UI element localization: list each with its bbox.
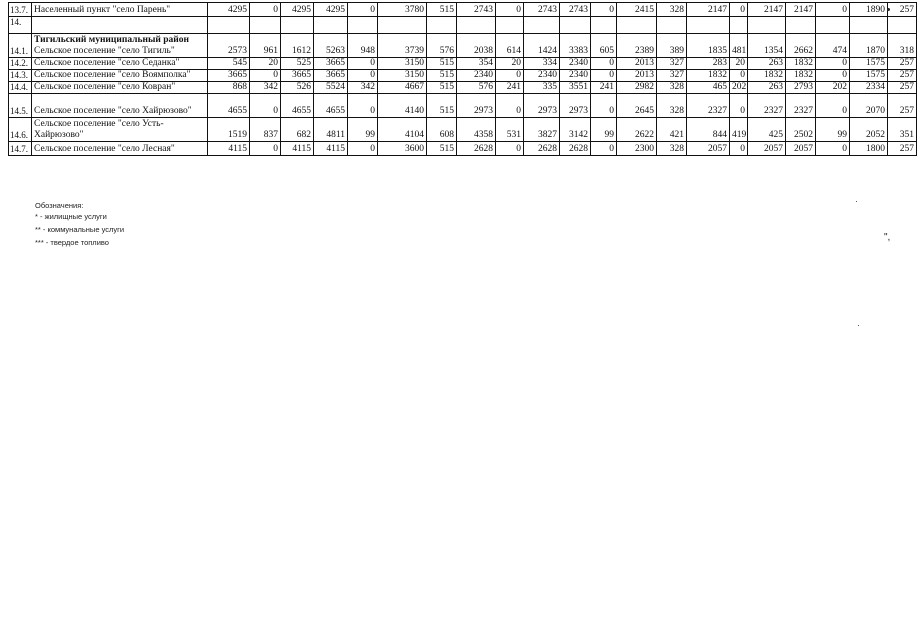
table-cell: [657, 17, 687, 34]
table-cell: 2300: [617, 142, 657, 156]
table-cell: 605: [591, 34, 617, 58]
section-heading: Тигильский муниципальный район: [34, 35, 189, 45]
table-row: [9, 82, 917, 94]
table-cell: 327: [657, 58, 687, 70]
table-cell: 2057: [687, 142, 730, 156]
table-cell: 481: [730, 34, 748, 58]
table-cell: 0: [250, 3, 281, 17]
table-cell: 576: [457, 82, 496, 94]
table-cell: 2628: [457, 142, 496, 156]
table-cell: [281, 17, 314, 34]
table-cell: 0: [348, 94, 378, 118]
table-cell: 2743: [560, 3, 591, 17]
table-cell: 283: [687, 58, 730, 70]
table-cell: 3739: [378, 34, 427, 58]
table-cell: 608: [427, 118, 457, 142]
row-name: [32, 94, 208, 118]
table-cell: 1870: [850, 34, 888, 58]
table-cell: 263: [748, 82, 786, 94]
table-cell: 1832: [786, 58, 816, 70]
row-name: [32, 118, 208, 142]
row-name-text: Населенный пункт "село Парень": [34, 5, 171, 15]
table-cell: 1575: [850, 70, 888, 82]
table-cell: 0: [250, 70, 281, 82]
table-cell: 2013: [617, 58, 657, 70]
table-cell: 0: [730, 70, 748, 82]
table-cell: 342: [348, 82, 378, 94]
table-cell: 3142: [560, 118, 591, 142]
table-row: [9, 94, 917, 118]
table-cell: 2645: [617, 94, 657, 118]
table-cell: 0: [591, 94, 617, 118]
table-cell: 3150: [378, 58, 427, 70]
table-cell: 425: [748, 118, 786, 142]
table-cell: 0: [348, 70, 378, 82]
table-cell: 4295: [281, 3, 314, 17]
table-cell: 419: [730, 118, 748, 142]
table-cell: 682: [281, 118, 314, 142]
table-cell: 4655: [314, 94, 348, 118]
table-cell: 465: [687, 82, 730, 94]
table-cell: 2038: [457, 34, 496, 58]
table-cell: 389: [657, 34, 687, 58]
table-cell: 5263: [314, 34, 348, 58]
table-cell: 3551: [560, 82, 591, 94]
table-cell: 3780: [378, 3, 427, 17]
table-cell: 3665: [314, 58, 348, 70]
table-cell: 0: [816, 3, 850, 17]
table-cell: 3665: [314, 70, 348, 82]
table-cell: 2057: [748, 142, 786, 156]
table-cell: 1519: [208, 118, 250, 142]
table-cell: 334: [524, 58, 560, 70]
table-cell: 1832: [786, 70, 816, 82]
table-cell: 2147: [748, 3, 786, 17]
table-cell: 837: [250, 118, 281, 142]
legend-title: Обозначения:: [35, 201, 84, 210]
table-cell: 961: [250, 34, 281, 58]
legend-line-solid-fuel: *** - твердое топливо: [35, 238, 109, 247]
table-cell: [250, 17, 281, 34]
table-cell: 2622: [617, 118, 657, 142]
row-number: 14.1.: [9, 34, 32, 58]
table-cell: [617, 17, 657, 34]
row-name: [32, 34, 208, 58]
row-name-text: Сельское поселение "село Усть-Хайрюзово": [34, 119, 164, 140]
table-cell: 868: [208, 82, 250, 94]
table-cell: [496, 17, 524, 34]
table-row: [9, 118, 917, 142]
table-cell: 4115: [208, 142, 250, 156]
row-number: 14.: [9, 17, 32, 34]
table-cell: 20: [496, 58, 524, 70]
row-name: [32, 3, 208, 17]
table-cell: 4667: [378, 82, 427, 94]
table-cell: 2389: [617, 34, 657, 58]
scan-speck: [856, 201, 857, 202]
table-cell: 0: [816, 94, 850, 118]
stray-mark: ",: [884, 232, 891, 243]
table-cell: 948: [348, 34, 378, 58]
table-cell: 0: [348, 3, 378, 17]
legend-line-housing: * - жилищные услуги: [35, 212, 107, 221]
table-cell: [687, 17, 730, 34]
table-cell: 515: [427, 70, 457, 82]
table-cell: 2327: [786, 94, 816, 118]
table-cell: 0: [348, 58, 378, 70]
table-cell: 421: [657, 118, 687, 142]
table-cell: 0: [496, 94, 524, 118]
table-cell: 614: [496, 34, 524, 58]
table-cell: 3665: [281, 70, 314, 82]
table-cell: 0: [816, 58, 850, 70]
table-cell: 2057: [786, 142, 816, 156]
table-cell: 257: [888, 3, 917, 17]
table-cell: 0: [496, 142, 524, 156]
table-cell: 2662: [786, 34, 816, 58]
table-cell: 2973: [457, 94, 496, 118]
table-cell: 515: [427, 94, 457, 118]
table-cell: 2573: [208, 34, 250, 58]
table-cell: 257: [888, 70, 917, 82]
table-cell: 2340: [560, 70, 591, 82]
table-cell: [560, 17, 591, 34]
table-cell: 257: [888, 142, 917, 156]
row-name: [32, 70, 208, 82]
table-cell: 2415: [617, 3, 657, 17]
table-cell: 2147: [687, 3, 730, 17]
table-cell: 328: [657, 94, 687, 118]
row-number: 14.4.: [9, 82, 32, 94]
row-name-text: Сельское поселение "село Седанка": [34, 58, 180, 68]
table-cell: [524, 17, 560, 34]
table-cell: 1575: [850, 58, 888, 70]
row-name-text: Сельское поселение "село Воямполка": [34, 70, 191, 80]
table-cell: 2340: [524, 70, 560, 82]
table-cell: 2334: [850, 82, 888, 94]
data-table-container: [8, 2, 914, 156]
table-cell: 1832: [687, 70, 730, 82]
table-cell: 2052: [850, 118, 888, 142]
table-cell: 0: [730, 94, 748, 118]
row-name-text: Сельское поселение "село Хайрюзово": [34, 106, 192, 116]
row-number: 13.7.: [9, 3, 32, 17]
table-cell: 99: [591, 118, 617, 142]
table-cell: 0: [348, 142, 378, 156]
table-cell: 0: [496, 70, 524, 82]
row-name: [32, 142, 208, 156]
table-cell: 318: [888, 34, 917, 58]
table-cell: 0: [591, 70, 617, 82]
table-row: [9, 58, 917, 70]
table-cell: 1890: [850, 3, 888, 17]
table-cell: 2340: [457, 70, 496, 82]
table-cell: 328: [657, 142, 687, 156]
table-cell: [816, 17, 850, 34]
table-cell: 515: [427, 58, 457, 70]
table-cell: [378, 17, 427, 34]
table-cell: [786, 17, 816, 34]
table-cell: 0: [730, 142, 748, 156]
scan-speck: [887, 8, 890, 11]
table-cell: 4811: [314, 118, 348, 142]
table-cell: 0: [250, 142, 281, 156]
table-cell: 2973: [560, 94, 591, 118]
row-name: [32, 17, 208, 34]
table-cell: 263: [748, 58, 786, 70]
table-cell: 0: [591, 3, 617, 17]
table-cell: 328: [657, 82, 687, 94]
table-cell: [427, 17, 457, 34]
table-cell: 351: [888, 118, 917, 142]
table-cell: [208, 17, 250, 34]
table-cell: 4655: [208, 94, 250, 118]
table-cell: 2013: [617, 70, 657, 82]
table-cell: 0: [591, 58, 617, 70]
table-cell: 4140: [378, 94, 427, 118]
table-row: [9, 70, 917, 82]
table-cell: 241: [496, 82, 524, 94]
table-cell: 99: [348, 118, 378, 142]
table-row: [9, 34, 917, 58]
table-cell: 1612: [281, 34, 314, 58]
table-cell: 2327: [687, 94, 730, 118]
table-cell: 20: [250, 58, 281, 70]
table-cell: 0: [250, 94, 281, 118]
table-cell: 202: [730, 82, 748, 94]
table-cell: 0: [816, 142, 850, 156]
row-name-text: Сельское поселение "село Ковран": [34, 82, 176, 92]
table-cell: [314, 17, 348, 34]
table-cell: 1832: [748, 70, 786, 82]
table-cell: 2340: [560, 58, 591, 70]
table-cell: 3665: [208, 70, 250, 82]
table-row: [9, 142, 917, 156]
table-cell: 4295: [208, 3, 250, 17]
table-cell: 576: [427, 34, 457, 58]
table-cell: 354: [457, 58, 496, 70]
row-number: 14.6.: [9, 118, 32, 142]
table-cell: 335: [524, 82, 560, 94]
legend-line-utilities: ** - коммунальные услуги: [35, 225, 125, 234]
table-cell: 545: [208, 58, 250, 70]
table-row: [9, 17, 917, 34]
table-cell: [748, 17, 786, 34]
table-cell: 2982: [617, 82, 657, 94]
row-name: [32, 58, 208, 70]
table-cell: 328: [657, 3, 687, 17]
table-cell: 257: [888, 82, 917, 94]
table-cell: 474: [816, 34, 850, 58]
table-cell: 531: [496, 118, 524, 142]
table-cell: 2743: [457, 3, 496, 17]
table-cell: 0: [591, 142, 617, 156]
table-cell: 2743: [524, 3, 560, 17]
table-cell: 515: [427, 142, 457, 156]
table-cell: 2502: [786, 118, 816, 142]
table-cell: [730, 17, 748, 34]
table-cell: 2628: [524, 142, 560, 156]
table-cell: 327: [657, 70, 687, 82]
table-cell: 1835: [687, 34, 730, 58]
table-row: [9, 3, 917, 17]
scan-speck: [858, 325, 859, 326]
data-table: [8, 2, 917, 156]
table-cell: 0: [496, 3, 524, 17]
row-number: 14.5.: [9, 94, 32, 118]
row-name: [32, 82, 208, 94]
table-cell: [850, 17, 888, 34]
table-cell: 515: [427, 3, 457, 17]
table-cell: 3383: [560, 34, 591, 58]
table-cell: [348, 17, 378, 34]
table-cell: [591, 17, 617, 34]
table-cell: 526: [281, 82, 314, 94]
table-cell: 257: [888, 94, 917, 118]
table-cell: 4655: [281, 94, 314, 118]
table-cell: 3600: [378, 142, 427, 156]
table-cell: 2147: [786, 3, 816, 17]
table-cell: 99: [816, 118, 850, 142]
table-cell: 4104: [378, 118, 427, 142]
row-number: 14.7.: [9, 142, 32, 156]
table-cell: 515: [427, 82, 457, 94]
table-cell: 342: [250, 82, 281, 94]
row-name-text: Сельское поселение "село Тигиль": [34, 46, 175, 56]
table-cell: 844: [687, 118, 730, 142]
table-cell: 2793: [786, 82, 816, 94]
table-cell: 2628: [560, 142, 591, 156]
table-cell: 1354: [748, 34, 786, 58]
table-cell: 2070: [850, 94, 888, 118]
table-cell: [457, 17, 496, 34]
table-cell: 4295: [314, 3, 348, 17]
table-cell: 525: [281, 58, 314, 70]
table-cell: 2327: [748, 94, 786, 118]
table-cell: [888, 17, 917, 34]
table-cell: 0: [730, 3, 748, 17]
table-cell: 257: [888, 58, 917, 70]
row-number: 14.2.: [9, 58, 32, 70]
table-cell: 4115: [314, 142, 348, 156]
table-cell: 1424: [524, 34, 560, 58]
table-cell: 1800: [850, 142, 888, 156]
table-cell: 4115: [281, 142, 314, 156]
table-cell: 0: [816, 70, 850, 82]
table-cell: 2973: [524, 94, 560, 118]
table-cell: 20: [730, 58, 748, 70]
table-cell: 3827: [524, 118, 560, 142]
table-cell: 202: [816, 82, 850, 94]
table-cell: 241: [591, 82, 617, 94]
table-cell: 5524: [314, 82, 348, 94]
table-cell: 4358: [457, 118, 496, 142]
row-number: 14.3.: [9, 70, 32, 82]
table-cell: 3150: [378, 70, 427, 82]
row-name-text: Сельское поселение "село Лесная": [34, 144, 175, 154]
